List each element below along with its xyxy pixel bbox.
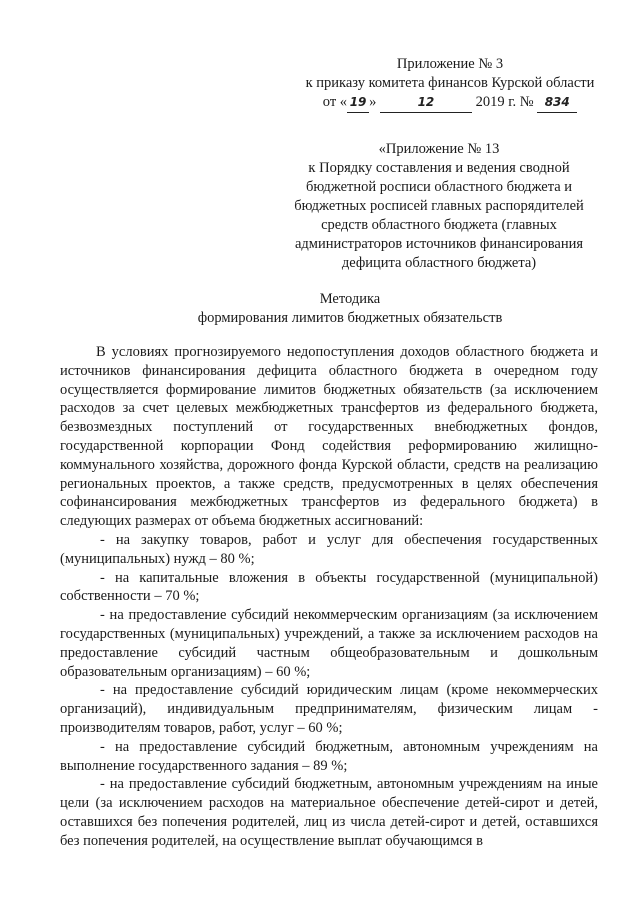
appendix-13-line: средств областного бюджета (главных: [321, 217, 557, 233]
appendix-13-line: бюджетных росписей главных распорядителей: [294, 198, 584, 214]
appendix-3-title: Приложение № 3: [396, 56, 504, 72]
appendix-13-line: «Приложение № 13: [378, 141, 500, 157]
list-item: - на капитальные вложения в объекты государственной (муниципальной) собственности – 70 %;: [60, 569, 598, 605]
order-date-line: от « 19 » 12 2019 г. № 834: [290, 93, 610, 113]
appendix-13-line: бюджетной росписи областного бюджета и: [305, 179, 573, 195]
list-item: - на предоставление субсидий бюджетным, автономным учреждениям на выполнение государственного задания – 89 %;: [60, 738, 598, 774]
list-item: - на предоставление субсидий юридическим лицам (кроме некоммерческих организаций), индивидуальным предпринимателям, физическим лицам - производителям товаров, работ, услуг – 60 %;: [60, 682, 598, 736]
order-reference: к приказу комитета финансов Курской области: [305, 75, 595, 91]
appendix-3-header: [290, 55, 610, 113]
order-year-label: 2019 г. №: [475, 94, 534, 110]
title-line-1: Методика: [319, 291, 381, 307]
title-line-2: формирования лимитов бюджетных обязательств: [197, 310, 503, 326]
handwritten-day: 19: [347, 93, 369, 113]
appendix-13-block: [260, 140, 618, 273]
intro-paragraph: В условиях прогнозируемого недопоступления доходов областного бюджета и источников финансирования дефицита областного бюджета в очередном году осуществляется формирование лимитов бюджетных обязательств (за исключением расходов за счет целевых межбюджетных трансфертов из федерального бюджета, безвозмездных поступлений от государственных внебюджетных фондов, государственной корпорации Фонд содействия реформированию жилищно-коммунального хозяйства, дорожного фонда Курской области, средств на реализацию региональных проектов, а также средств, предусмотренных в целях обеспечения софинансирования межбюджетных трансфертов из федерального бюджета) в следующих размерах от объема бюджетных ассигнований:: [60, 344, 598, 530]
handwritten-order-number: 834: [537, 93, 577, 113]
handwritten-month: 12: [380, 93, 472, 113]
list-item: - на предоставление субсидий бюджетным, автономным учреждениям на иные цели (за исключением расходов на материальное обеспечение детей-сирот и детей, оставшихся без попечения родителей, лиц из числа детей-сирот и детей, оставшихся без попечения родителей, на осуществление выплат обучающимся в: [60, 776, 598, 849]
appendix-13-line: дефицита областного бюджета): [341, 255, 537, 271]
appendix-13-line: администраторов источников финансирования: [294, 236, 584, 252]
document-title: [60, 290, 640, 328]
appendix-13-line: к Порядку составления и ведения сводной: [308, 160, 570, 176]
document-body: [60, 343, 598, 851]
list-item: - на закупку товаров, работ и услуг для обеспечения государственных (муниципальных) нужд – 80 %;: [60, 531, 598, 567]
list-item: - на предоставление субсидий некоммерческим организациям (за исключением государственных (муниципальных) учреждений, а также за исключением расходов на предоставление субсидий частным общеобразовательным и дошкольным образовательным организациям) – 60 %;: [60, 607, 598, 680]
